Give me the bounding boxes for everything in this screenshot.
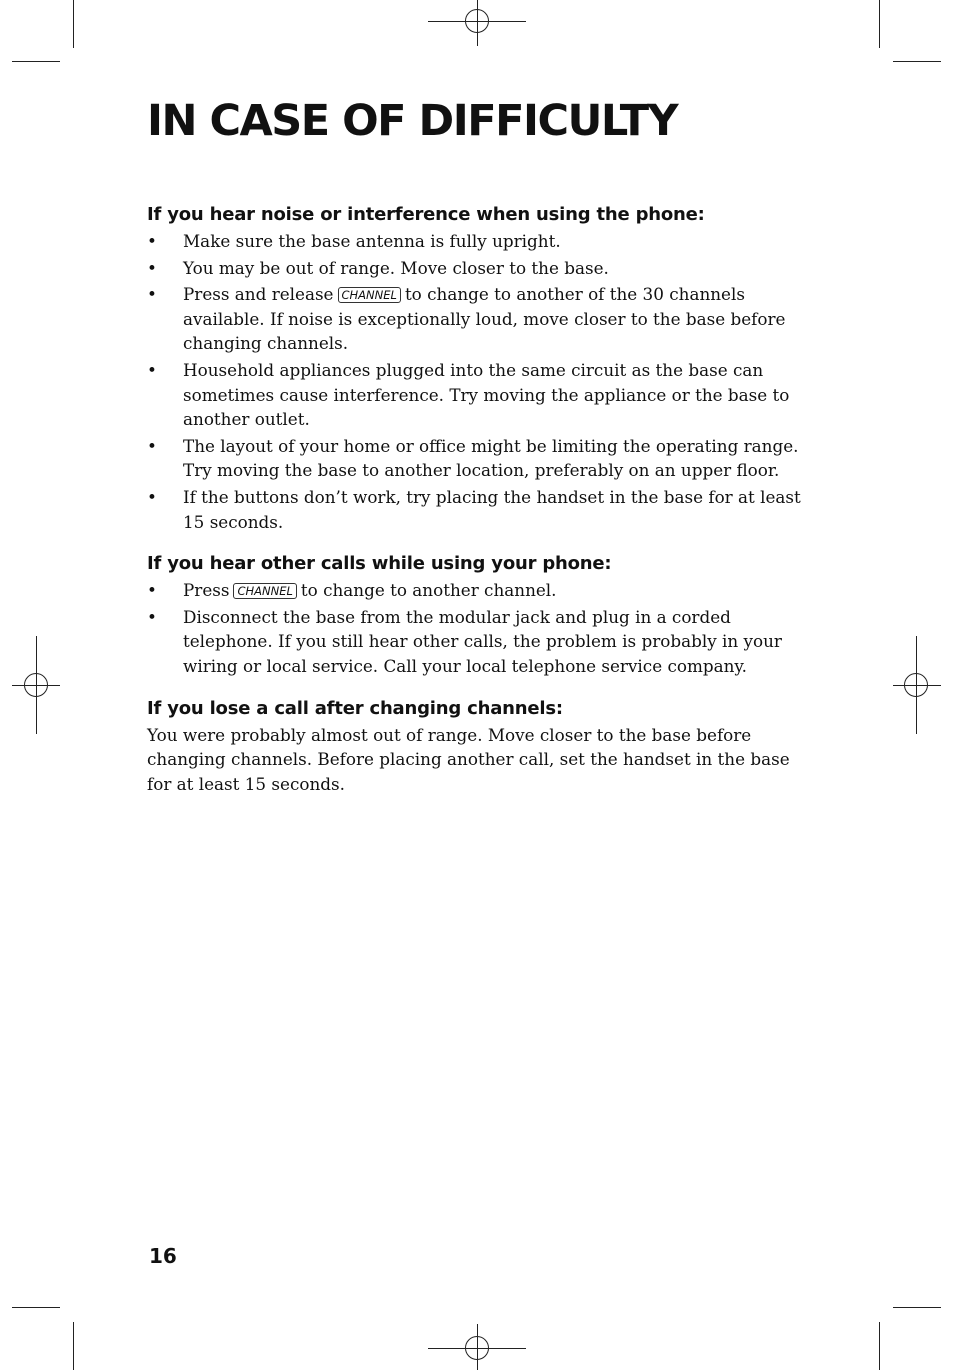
list-item: [147, 256, 812, 281]
bullet-icon: •: [147, 257, 157, 278]
section-paragraph: You were probably almost out of range. Move closer to the base before changing channels. Before placing another call, set the handset in the base for at least 15 seconds.: [147, 724, 790, 794]
list-item-text: The layout of your home or office might be limiting the operating range. Try moving the base to another location, preferably on an upper floor.: [183, 435, 799, 481]
bullet-list: [147, 229, 812, 534]
crop-mark-br-v: [879, 1322, 880, 1370]
section-heading: If you hear noise or interference when using the phone:: [147, 204, 705, 225]
list-item: [147, 578, 812, 603]
bullet-icon: •: [147, 606, 157, 627]
list-item-text: Disconnect the base from the modular jack and plug in a corded telephone. If you still hear other calls, the problem is probably in your wiring or local service. Call your local telephone service company.: [183, 606, 782, 676]
list-item-text: Press and release: [183, 284, 334, 305]
section-other-calls: [147, 552, 812, 678]
list-item-text: to change to another channel.: [300, 580, 557, 601]
list-item: [147, 282, 812, 356]
channel-key-icon: CHANNEL: [338, 287, 401, 303]
list-item-text: You may be out of range. Move closer to the base.: [183, 257, 609, 278]
section-lose-call: [147, 697, 812, 797]
bullet-icon: •: [147, 580, 157, 601]
section-noise: [147, 203, 812, 534]
document-body: [147, 203, 812, 814]
crop-mark-bl-h: [12, 1307, 60, 1308]
list-item-text: If the buttons don’t work, try placing the handset in the base for at least 15 seconds.: [183, 486, 801, 532]
list-item-text: Household appliances plugged into the same circuit as the base can sometimes cause interference. Try moving the appliance or the base to another outlet.: [183, 359, 790, 430]
list-item-text: Press: [183, 580, 230, 601]
crop-mark-bl-v: [73, 1322, 74, 1370]
channel-key-icon: CHANNEL: [233, 583, 296, 599]
bullet-icon: •: [147, 284, 157, 305]
bullet-list: [147, 578, 812, 678]
page-number: 16: [149, 1244, 177, 1268]
section-heading: If you lose a call after changing channels:: [147, 697, 563, 719]
page-title: IN CASE OF DIFFICULTY: [147, 96, 678, 146]
list-item-text: to change to another of the 30 channels available. If noise is exceptionally loud, move closer to the base before changing channels.: [183, 284, 786, 354]
crop-mark-tl-v: [73, 0, 74, 48]
crop-mark-tr-h: [893, 61, 941, 62]
list-item: [147, 229, 812, 254]
bullet-icon: •: [147, 231, 157, 251]
list-item: [147, 485, 812, 534]
crop-mark-tl-h: [12, 61, 60, 62]
list-item: [147, 605, 812, 679]
bullet-icon: •: [147, 435, 157, 456]
crop-mark-br-h: [893, 1307, 941, 1308]
section-heading: If you hear other calls while using your phone:: [147, 553, 612, 575]
list-item-text: Make sure the base antenna is fully upright.: [183, 231, 561, 251]
crop-mark-tr-v: [879, 0, 880, 48]
list-item: [147, 358, 812, 432]
list-item: [147, 434, 812, 483]
bullet-icon: •: [147, 486, 157, 507]
bullet-icon: •: [147, 359, 157, 380]
